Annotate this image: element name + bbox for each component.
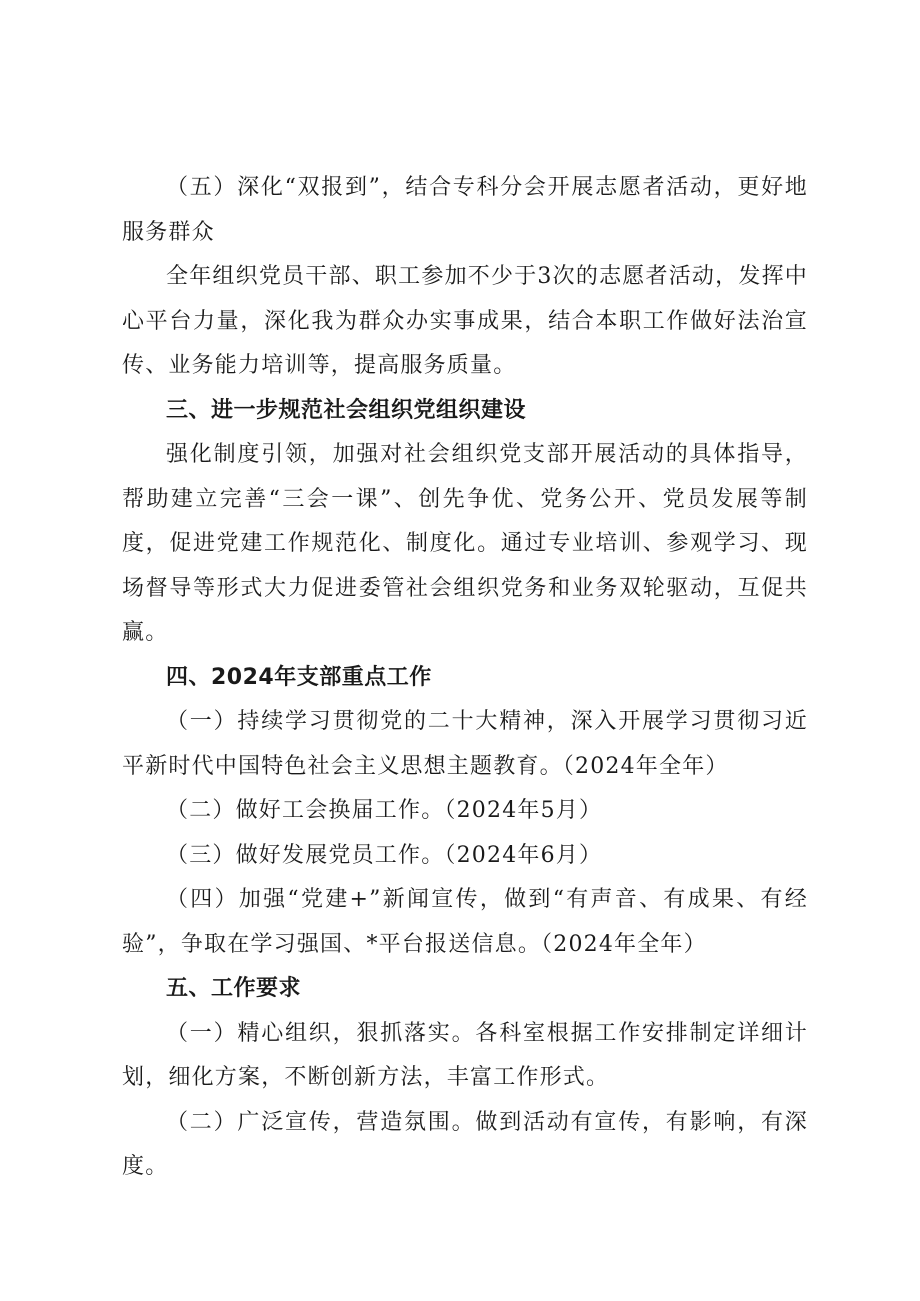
document-body bbox=[122, 166, 808, 1190]
paragraph-requirement-1: （一）精心组织，狠抓落实。各科室根据工作安排制定详细计划，细化方案，不断创新方法，丰富工作形式。 bbox=[122, 1020, 808, 1090]
paragraph-volunteer-heading: （五）深化“双报到”，结合专科分会开展志愿者活动，更好地服务群众 bbox=[122, 175, 808, 245]
paragraph-requirement-2: （二）广泛宣传，营造氛围。做到活动有宣传，有影响，有深度。 bbox=[122, 1109, 808, 1179]
paragraph-task-1: （一）持续学习贯彻党的二十大精神，深入开展学习贯彻习近平新时代中国特色社会主义思想主题教育。（2024年全年） bbox=[122, 709, 808, 779]
paragraph-task-3: （三）做好发展党员工作。（2024年6月） bbox=[166, 842, 603, 868]
paragraph-task-2: （二）做好工会换届工作。（2024年5月） bbox=[166, 798, 603, 823]
paragraph-task-4: （四）加强“党建+”新闻宣传，做到“有声音、有成果、有经验”，争取在学习强国、*平台报送信息。（2024年全年） bbox=[122, 887, 808, 957]
paragraph-volunteer-detail: 全年组织党员干部、职工参加不少于3次的志愿者活动，发挥中心平台力量，深化我为群众办实事成果，结合本职工作做好法治宣传、业务能力培训等，提高服务质量。 bbox=[122, 264, 808, 378]
section-heading-5: 五、工作要求 bbox=[166, 976, 302, 1001]
section-heading-3: 三、进一步规范社会组织党组织建设 bbox=[166, 397, 527, 423]
section-heading-4: 四、2024年支部重点工作 bbox=[166, 664, 432, 690]
paragraph-social-org: 强化制度引领，加强对社会组织党支部开展活动的具体指导，帮助建立完善“三会一课”、创先争优、党务公开、党员发展等制度，促进党建工作规范化、制度化。通过专业培训、参观学习、现场督导等形式大力促进委管社会组织党务和业务双轮驱动，互促共赢。 bbox=[122, 442, 808, 645]
